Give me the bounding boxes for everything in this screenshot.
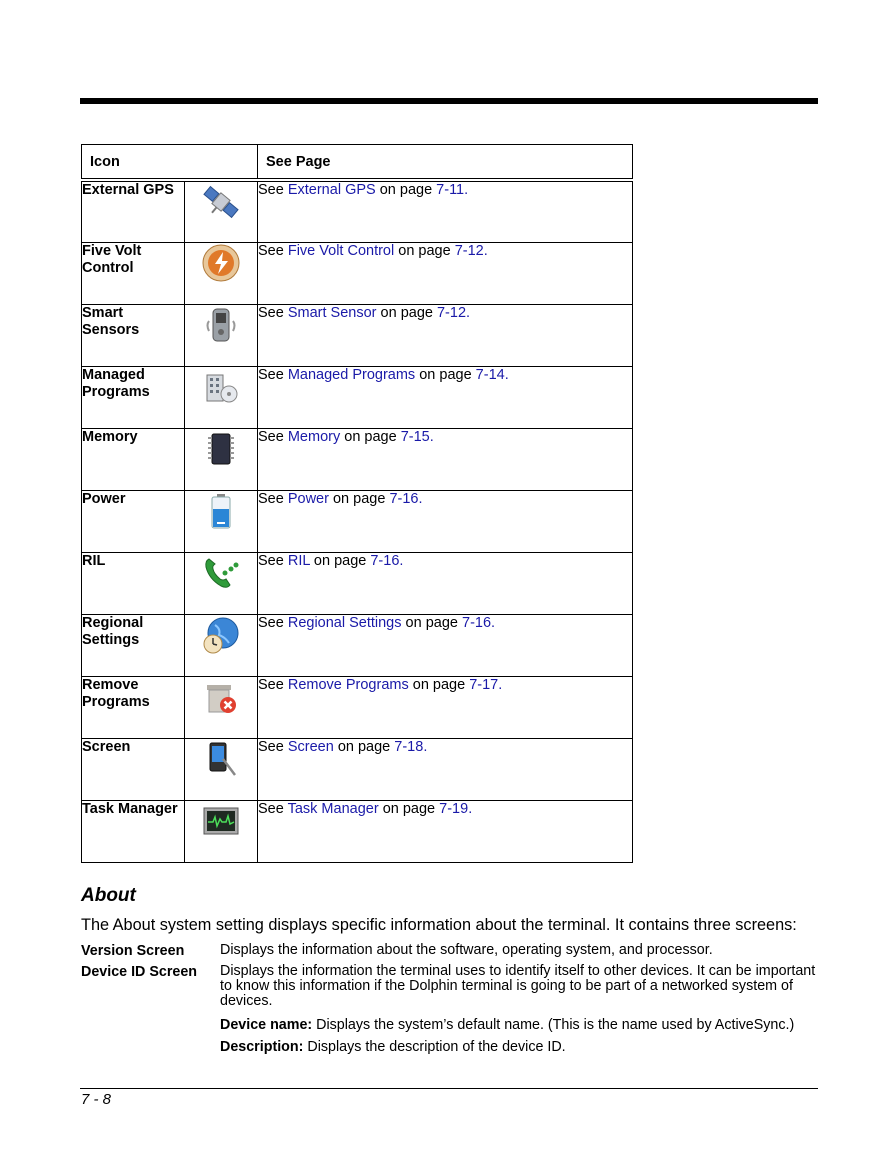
see-page-cell bbox=[258, 490, 633, 552]
bottom-rule bbox=[80, 1088, 818, 1089]
period: . bbox=[464, 182, 469, 198]
page-link[interactable]: 7-17 bbox=[469, 676, 499, 693]
period: . bbox=[466, 304, 471, 321]
screen-stylus-icon bbox=[185, 739, 257, 779]
lightning-power-icon bbox=[185, 243, 257, 283]
table-row bbox=[82, 614, 633, 676]
top-rule bbox=[80, 98, 818, 104]
see-page-cell bbox=[258, 428, 633, 490]
icon-table bbox=[81, 144, 633, 863]
on-page-text: on page bbox=[382, 800, 436, 817]
device-id-term: Device ID Screen bbox=[81, 964, 198, 980]
setting-name: Memory bbox=[82, 428, 185, 490]
see-text: See bbox=[258, 738, 284, 755]
period: . bbox=[498, 676, 503, 693]
section-link[interactable]: RIL bbox=[287, 552, 310, 569]
on-page-text: on page bbox=[344, 428, 397, 445]
see-text: See bbox=[258, 490, 284, 507]
setting-icon-cell bbox=[185, 614, 258, 676]
see-page-cell bbox=[258, 614, 633, 676]
period: . bbox=[399, 552, 404, 569]
section-link[interactable]: Managed Programs bbox=[287, 366, 416, 383]
phone-icon bbox=[185, 553, 257, 593]
page-link[interactable]: 7-16 bbox=[370, 552, 400, 569]
table-row bbox=[82, 490, 633, 552]
header-icon: Icon bbox=[82, 145, 258, 181]
remove-programs-icon bbox=[185, 677, 257, 717]
page-number: 7 - 8 bbox=[81, 1091, 112, 1108]
section-link[interactable]: Power bbox=[287, 490, 329, 507]
table-row bbox=[82, 180, 633, 242]
see-page-cell bbox=[258, 676, 633, 738]
section-link[interactable]: Task Manager bbox=[287, 800, 379, 817]
device-name-label: Device name: bbox=[220, 1017, 313, 1033]
description-label: Description: bbox=[220, 1039, 304, 1055]
see-text: See bbox=[258, 242, 284, 259]
section-link[interactable]: Smart Sensor bbox=[287, 304, 377, 321]
page-link[interactable]: 7-14 bbox=[475, 366, 505, 383]
memory-chip-icon bbox=[185, 429, 257, 469]
setting-name: Managed Programs bbox=[82, 366, 185, 428]
see-text: See bbox=[258, 800, 284, 817]
see-page-cell bbox=[258, 800, 633, 862]
page-link[interactable]: 7-18 bbox=[394, 738, 424, 755]
task-monitor-icon bbox=[185, 801, 257, 841]
see-text: See bbox=[258, 366, 284, 383]
see-text: See bbox=[258, 676, 284, 693]
section-link[interactable]: Five Volt Control bbox=[287, 242, 395, 259]
see-page-cell bbox=[258, 366, 633, 428]
about-intro: The About system setting displays specific information about the terminal. It contains three screens: bbox=[81, 916, 797, 934]
table-row bbox=[82, 552, 633, 614]
setting-name: Smart Sensors bbox=[82, 304, 185, 366]
page-link[interactable]: 7-15 bbox=[400, 428, 430, 445]
section-link[interactable]: Memory bbox=[287, 428, 341, 445]
setting-name: Power bbox=[82, 490, 185, 552]
setting-name: RIL bbox=[82, 552, 185, 614]
setting-icon-cell bbox=[185, 428, 258, 490]
see-page-cell bbox=[258, 738, 633, 800]
on-page-text: on page bbox=[398, 242, 451, 259]
building-programs-icon bbox=[185, 367, 257, 407]
see-text: See bbox=[258, 614, 284, 631]
see-page-cell bbox=[258, 180, 633, 242]
page-link[interactable]: 7-16 bbox=[389, 490, 419, 507]
period: . bbox=[483, 242, 488, 259]
period: . bbox=[504, 366, 509, 383]
version-screen-desc: Displays the information about the software, operating system, and processor. bbox=[220, 942, 713, 958]
setting-icon-cell bbox=[185, 180, 258, 242]
device-id-desc: Displays the information the terminal uses to identify itself to other devices. It can be important to know this information if the Dolphin terminal is going to be part of a networked system of devices. bbox=[220, 963, 816, 1009]
description-item bbox=[220, 1039, 821, 1055]
setting-icon-cell bbox=[185, 366, 258, 428]
table-row bbox=[82, 676, 633, 738]
page-link[interactable]: 7-19 bbox=[439, 800, 469, 817]
period: . bbox=[418, 490, 423, 507]
setting-icon-cell bbox=[185, 800, 258, 862]
table-row bbox=[82, 366, 633, 428]
see-text: See bbox=[258, 304, 284, 321]
battery-icon bbox=[185, 491, 257, 531]
satellite-icon bbox=[185, 182, 257, 222]
on-page-text: on page bbox=[412, 676, 466, 693]
on-page-text: on page bbox=[419, 366, 472, 383]
on-page-text: on page bbox=[332, 490, 386, 507]
table-row bbox=[82, 242, 633, 304]
section-link[interactable]: External GPS bbox=[287, 182, 376, 198]
setting-name: Remove Programs bbox=[82, 676, 185, 738]
section-link[interactable]: Regional Settings bbox=[287, 614, 402, 631]
on-page-text: on page bbox=[313, 552, 367, 569]
device-name-text: Displays the system’s default name. (This is the name used by ActiveSync.) bbox=[312, 1017, 795, 1033]
table-row bbox=[82, 304, 633, 366]
setting-icon-cell bbox=[185, 676, 258, 738]
table-row bbox=[82, 800, 633, 862]
on-page-text: on page bbox=[380, 304, 433, 321]
setting-icon-cell bbox=[185, 242, 258, 304]
period: . bbox=[491, 614, 496, 631]
table-header-row bbox=[82, 145, 633, 181]
setting-name: Screen bbox=[82, 738, 185, 800]
section-link[interactable]: Screen bbox=[287, 738, 334, 755]
about-heading: About bbox=[81, 885, 136, 906]
see-text: See bbox=[258, 428, 284, 445]
setting-icon-cell bbox=[185, 552, 258, 614]
version-screen-def bbox=[81, 943, 821, 958]
definition-list bbox=[81, 943, 821, 1055]
header-see-page: See Page bbox=[258, 145, 633, 181]
see-page-cell bbox=[258, 304, 633, 366]
on-page-text: on page bbox=[337, 738, 391, 755]
see-text: See bbox=[258, 182, 284, 198]
device-name-item bbox=[220, 1017, 821, 1033]
section-link[interactable]: Remove Programs bbox=[287, 676, 409, 693]
setting-name: External GPS bbox=[82, 180, 185, 242]
see-page-cell bbox=[258, 552, 633, 614]
period: . bbox=[468, 800, 473, 817]
on-page-text: on page bbox=[405, 614, 458, 631]
setting-name: Five Volt Control bbox=[82, 242, 185, 304]
description-text: Displays the description of the device ID. bbox=[303, 1039, 566, 1055]
on-page-text: on page bbox=[379, 182, 433, 198]
handheld-device-icon bbox=[185, 305, 257, 345]
setting-name: Regional Settings bbox=[82, 614, 185, 676]
globe-clock-icon bbox=[185, 615, 257, 655]
page-link[interactable]: 7-16 bbox=[462, 614, 492, 631]
period: . bbox=[429, 428, 434, 445]
version-screen-term: Version Screen bbox=[81, 943, 185, 959]
setting-name: Task Manager bbox=[82, 800, 185, 862]
setting-icon-cell bbox=[185, 738, 258, 800]
setting-icon-cell bbox=[185, 304, 258, 366]
period: . bbox=[423, 738, 428, 755]
see-text: See bbox=[258, 552, 284, 569]
table-row bbox=[82, 738, 633, 800]
page-link[interactable]: 7-12 bbox=[436, 304, 467, 321]
see-page-cell bbox=[258, 242, 633, 304]
setting-icon-cell bbox=[185, 490, 258, 552]
table-row bbox=[82, 428, 633, 490]
page-link[interactable]: 7-11 bbox=[436, 182, 465, 198]
device-id-def bbox=[81, 964, 821, 1009]
page-link[interactable]: 7-12 bbox=[454, 242, 484, 259]
